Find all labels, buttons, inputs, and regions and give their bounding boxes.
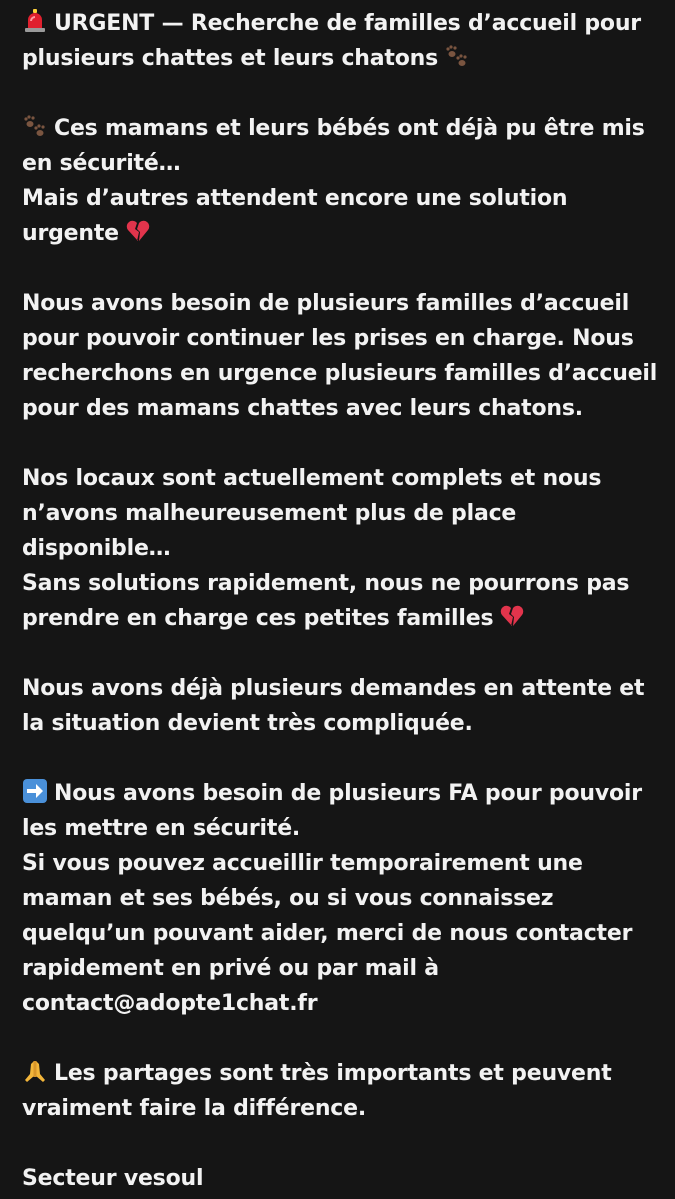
paw-prints-icon bbox=[444, 43, 470, 69]
siren-icon bbox=[22, 8, 48, 34]
footer-sector: Secteur vesoul bbox=[22, 1166, 204, 1191]
folded-hands-icon bbox=[22, 1058, 48, 1084]
title-line: URGENT — Recherche de familles d’accueil pour bbox=[22, 6, 662, 41]
broken-heart-icon bbox=[499, 603, 525, 629]
right-arrow-icon bbox=[22, 778, 48, 804]
paw-prints-icon bbox=[22, 113, 48, 139]
contact-email[interactable]: contact@adopte1chat.fr bbox=[22, 991, 318, 1016]
post-body: URGENT — Recherche de familles d’accueil pour plusieurs chattes et leurs chatons Ces mamans et leurs bébés ont déjà pu être mis en sécurité… Mais d’autres attendent encore une solution urgente Nous avons besoin de plusieurs familles d’accueil pour pouvoir continuer les prises en charge. Nous recherchons en urgence plusieurs familles d’accueil pour des mamans chattes avec leurs chatons. Nos locaux sont actuellement complets et nous n’avons malheureusement plus de place disponible… Sans solutions rapidement, nous ne pourrons pas prendre en charge ces petites familles Nous avons déjà plusieurs demandes en attente et la situation devient très compliquée. Nous avons besoin de plusieurs FA pour pouvoir les mettre en sécurité. Si vous pouvez accueillir temporairement une maman et ses bébés, ou si vous connaissez quelqu’un pouvant aider, merci de nous contacter rapidement en privé ou par mail à contact@adopte1chat.fr Les partages sont très importants et peuvent vraiment faire la différence. Secteur vesoul bbox=[22, 6, 662, 1196]
broken-heart-icon bbox=[125, 218, 151, 244]
